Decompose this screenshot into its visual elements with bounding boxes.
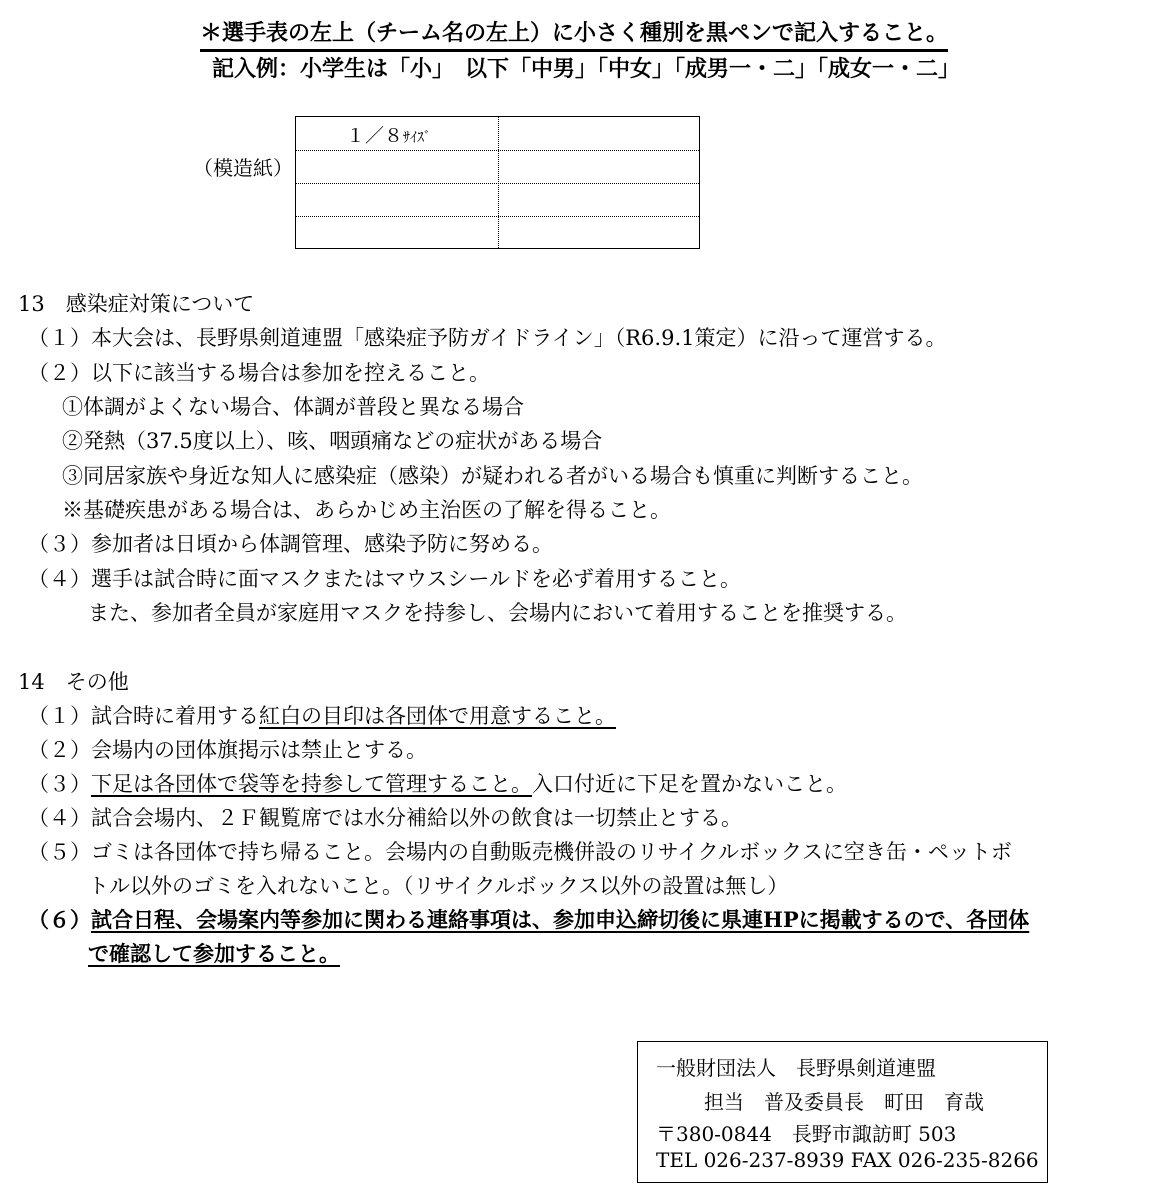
item3-underlined: 下足は各団体で袋等を持参して管理すること。 xyxy=(91,772,532,796)
section14-item-4: （４）試合会場内、２Ｆ観覧席では水分補給以外の飲食は一切禁止とする。 xyxy=(28,806,742,830)
section14-item-2: （２）会場内の団体旗掲示は禁止とする。 xyxy=(28,738,427,762)
section13-item: （３）参加者は日頃から体調管理、感染予防に努める。 xyxy=(28,532,553,556)
contact-person: 担当 普及委員長 町田 育哉 xyxy=(704,1090,984,1114)
contact-org: 一般財団法人 長野県剣道連盟 xyxy=(656,1056,936,1080)
section13-subitem: ①体調がよくない場合、体調が普段と異なる場合 xyxy=(62,395,524,419)
section13-heading: 13 感染症対策について xyxy=(18,292,255,316)
section14-heading: 14 その他 xyxy=(18,670,129,694)
item1-prefix: （１）試合時に着用する xyxy=(28,704,259,728)
item6-underlined-1: 試合日程、会場案内等参加に関わる連絡事項は、参加申込締切後に県連HPに掲載するので、各団体 xyxy=(91,907,1030,932)
section13-subitem: ③同居家族や身近な知人に感染症（感染）が疑われる者がいる場合も慎重に判断すること。 xyxy=(62,464,923,488)
section14-item-5-line2: トル以外のゴミを入れないこと。（リサイクルボックス以外の設置は無し） xyxy=(88,874,789,898)
item1-underlined: 紅白の目印は各団体で用意すること。 xyxy=(259,704,616,728)
section14-item-6-line2 xyxy=(88,938,340,968)
item6-underlined-2: で確認して参加すること。 xyxy=(88,941,340,966)
section13-item: （２）以下に該当する場合は参加を控えること。 xyxy=(28,361,490,385)
size-label-number: １／８ xyxy=(346,125,404,147)
section14-item-5-line1: （５）ゴミは各団体で持ち帰ること。会場内の自動販売機併設のリサイクルボックスに空き缶・ペットボ xyxy=(28,840,1012,864)
item3-suffix: 入口付近に下足を置かないこと。 xyxy=(532,772,847,796)
section14-item-1 xyxy=(28,700,616,730)
contact-box xyxy=(637,1041,1048,1183)
item3-prefix: （３） xyxy=(28,772,91,796)
notice-heading: ＊選手表の左上（チーム名の左上）に小さく種別を黒ペンで記入すること。 xyxy=(200,16,948,52)
size-label xyxy=(346,121,431,148)
contact-address: 〒380-0844 長野市諏訪町 503 xyxy=(656,1122,957,1146)
example-line: 記入例：小学生は「小」 以下「中男」「中女」「成男一・二」「成女一・二」 xyxy=(212,57,961,82)
section13-item-continuation: また、参加者全員が家庭用マスクを持参し、会場内において着用することを推奨する。 xyxy=(88,601,907,625)
section13-note: ※基礎疾患がある場合は、あらかじめ主治医の了解を得ること。 xyxy=(62,498,671,522)
section13-subitem: ②発熱（37.5度以上）、咳、咽頭痛などの症状がある場合 xyxy=(62,429,603,453)
paper-label: （模造紙） xyxy=(193,156,293,180)
section14-item-6-line1 xyxy=(28,904,1029,934)
example-paper-table xyxy=(295,116,700,249)
size-label-unit: ｻｲｽﾞ xyxy=(403,130,432,146)
contact-phone: TEL 026-237-8939 FAX 026-235-8266 xyxy=(656,1148,1039,1172)
section13-item: （１）本大会は、長野県剣道連盟「感染症予防ガイドライン」（R6.9.1策定）に沿って運営する。 xyxy=(28,326,947,350)
section14-item-3 xyxy=(28,768,847,798)
section13-item: （４）選手は試合時に面マスクまたはマウスシールドを必ず着用すること。 xyxy=(28,567,741,591)
item6-prefix: （６） xyxy=(28,907,91,932)
